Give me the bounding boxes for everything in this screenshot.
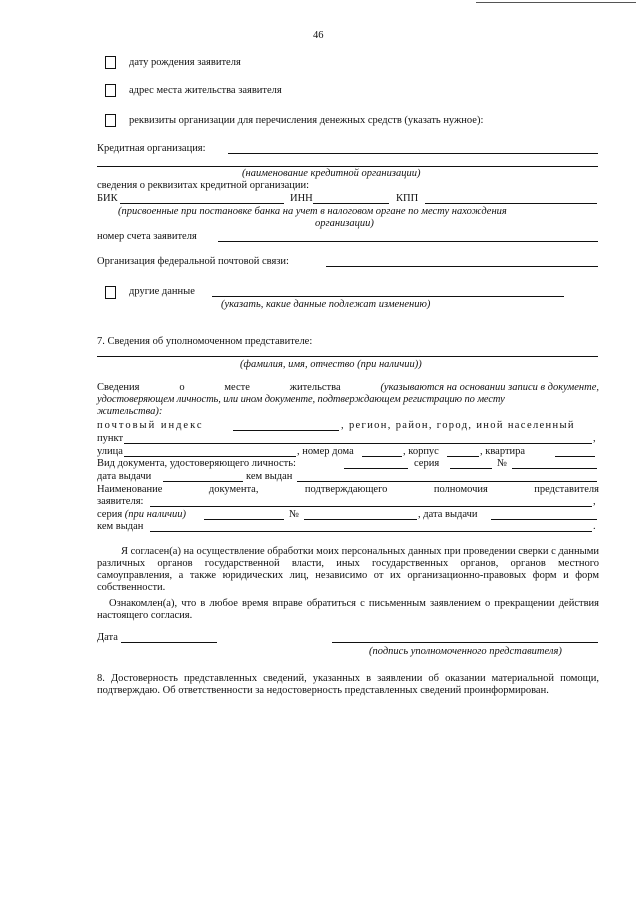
bik-field[interactable] (120, 203, 284, 204)
date-field[interactable] (121, 642, 217, 643)
residence-hint-a: (указываются на основании записи в документе, (380, 382, 599, 393)
other-hint: (указать, какие данные подлежат изменению) (221, 299, 431, 310)
scan-edge-line (476, 2, 636, 3)
apartment-label: , квартира (480, 446, 526, 457)
locality-field[interactable] (124, 443, 592, 444)
residence-word-2: о (179, 382, 185, 393)
page-number: 46 (313, 30, 324, 41)
issue-date-label: дата выдачи (97, 471, 152, 482)
checkbox-other[interactable] (105, 286, 116, 299)
bik-label: БИК (97, 193, 118, 204)
credit-org-field-2[interactable] (97, 166, 598, 167)
issued-by2-label: кем выдан (97, 521, 144, 532)
house-field[interactable] (362, 456, 402, 457)
locality-label: пункт (97, 433, 124, 444)
series-if-word: серия (97, 509, 123, 520)
issue-date-field[interactable] (163, 481, 243, 482)
inn-field[interactable] (313, 203, 389, 204)
authority-word-3: подтверждающего (304, 484, 388, 495)
consent-paragraph-2: Ознакомлен(а), что в любое время вправе обратиться с письменным заявлением о прекращении действия настоящего согласия. (97, 598, 599, 621)
kpp-field[interactable] (425, 203, 597, 204)
registration-hint-1: (присвоенные при постановке банка на учет в налоговом органе по месту нахождения (118, 206, 507, 217)
registration-hint-2: организации) (315, 218, 374, 229)
number2-field[interactable] (304, 519, 417, 520)
checkbox-bank-details[interactable] (105, 114, 116, 127)
section7-title: 7. Сведения об уполномоченном представителе: (97, 336, 313, 347)
authority-word-4: полномочия (433, 484, 488, 495)
authority-word-1: Наименование (97, 484, 163, 495)
birth-date-label: дату рождения заявителя (129, 57, 241, 68)
issue-date2-field[interactable] (491, 519, 597, 520)
building-field[interactable] (447, 456, 479, 457)
credit-org-label: Кредитная организация: (97, 143, 206, 154)
series-label: серия (414, 458, 440, 469)
series-field[interactable] (450, 468, 492, 469)
other-label: другие данные (129, 286, 195, 297)
residence-label: адрес места жительства заявителя (129, 85, 282, 96)
residence-hint-b: удостоверяющем личность, или ином документе, подтверждающем регистрацию по месту (97, 394, 505, 405)
id-doc-label: Вид документа, удостоверяющего личность: (97, 458, 296, 469)
locality-comma: , (593, 433, 596, 444)
postal-label: Организация федеральной почтовой связи: (97, 256, 289, 267)
series-if-label (97, 509, 186, 521)
kpp-label: КПП (396, 193, 419, 204)
section8-text: 8. Достоверность представленных сведений, указанных в заявлении об оказании материальной помощи, подтверждаю. Об ответственности за недостоверность представленных сведений проинформирован. (97, 673, 599, 696)
issued-by2-field[interactable] (150, 531, 592, 532)
account-field[interactable] (218, 241, 598, 242)
series2-field[interactable] (204, 519, 284, 520)
authority-word-5: представителя (534, 484, 599, 495)
fio-hint: (фамилия, имя, отчество (при наличии)) (240, 359, 422, 370)
bank-details-label: реквизиты организации для перечисления денежных средств (указать нужное): (129, 115, 484, 126)
number2-label: № (289, 509, 300, 520)
region-label: , регион, район, город, иной населенный (341, 420, 575, 431)
issued-by-label: кем выдан (246, 471, 293, 482)
other-field[interactable] (212, 296, 564, 297)
residence-heading-line (97, 382, 599, 394)
residence-hint-c: жительства): (97, 406, 163, 417)
authority-doc-line (97, 484, 599, 496)
applicant-label: заявителя: (97, 496, 144, 507)
street-field[interactable] (124, 456, 296, 457)
representative-fio-field[interactable] (97, 356, 598, 357)
consent-paragraph-1: Я согласен(а) на осуществление обработки моих персональных данных при проведении сверки с данными различных органов государственной власти, иных государственных органов, органов местного самоуправления, а также юридических лиц, независимо от их организационно-правовых форм и форм собственности. (97, 546, 599, 593)
residence-word-1: Сведения (97, 382, 140, 393)
building-label: , корпус (403, 446, 439, 457)
bank-details-heading: сведения о реквизитах кредитной организации: (97, 180, 310, 191)
issued-by2-period: . (593, 521, 596, 532)
street-label: улица (97, 446, 123, 457)
id-doc-type-field[interactable] (344, 468, 408, 469)
issue-date2-label: , дата выдачи (418, 509, 478, 520)
signature-field[interactable] (332, 642, 598, 643)
issued-by-field[interactable] (297, 481, 597, 482)
account-label: номер счета заявителя (97, 231, 197, 242)
residence-word-3: месте (224, 382, 250, 393)
house-label: , номер дома (297, 446, 354, 457)
number-label: № (497, 458, 508, 469)
number-field[interactable] (512, 468, 597, 469)
authority-word-2: документа, (208, 484, 259, 495)
checkbox-residence[interactable] (105, 84, 116, 97)
postcode-label: почтовый индекс (97, 420, 204, 431)
residence-word-4: жительства (289, 382, 341, 393)
postcode-field[interactable] (233, 430, 339, 431)
postal-field[interactable] (326, 266, 598, 267)
checkbox-birth-date[interactable] (105, 56, 116, 69)
series-if-hint: (при наличии) (124, 509, 186, 520)
authority-comma: , (593, 496, 596, 507)
signature-hint: (подпись уполномоченного представителя) (369, 646, 562, 657)
authority-doc-field[interactable] (150, 506, 592, 507)
inn-label: ИНН (290, 193, 313, 204)
credit-org-field[interactable] (228, 153, 598, 154)
credit-org-hint: (наименование кредитной организации) (242, 168, 421, 179)
apartment-field[interactable] (555, 456, 595, 457)
date-label: Дата (97, 632, 118, 643)
